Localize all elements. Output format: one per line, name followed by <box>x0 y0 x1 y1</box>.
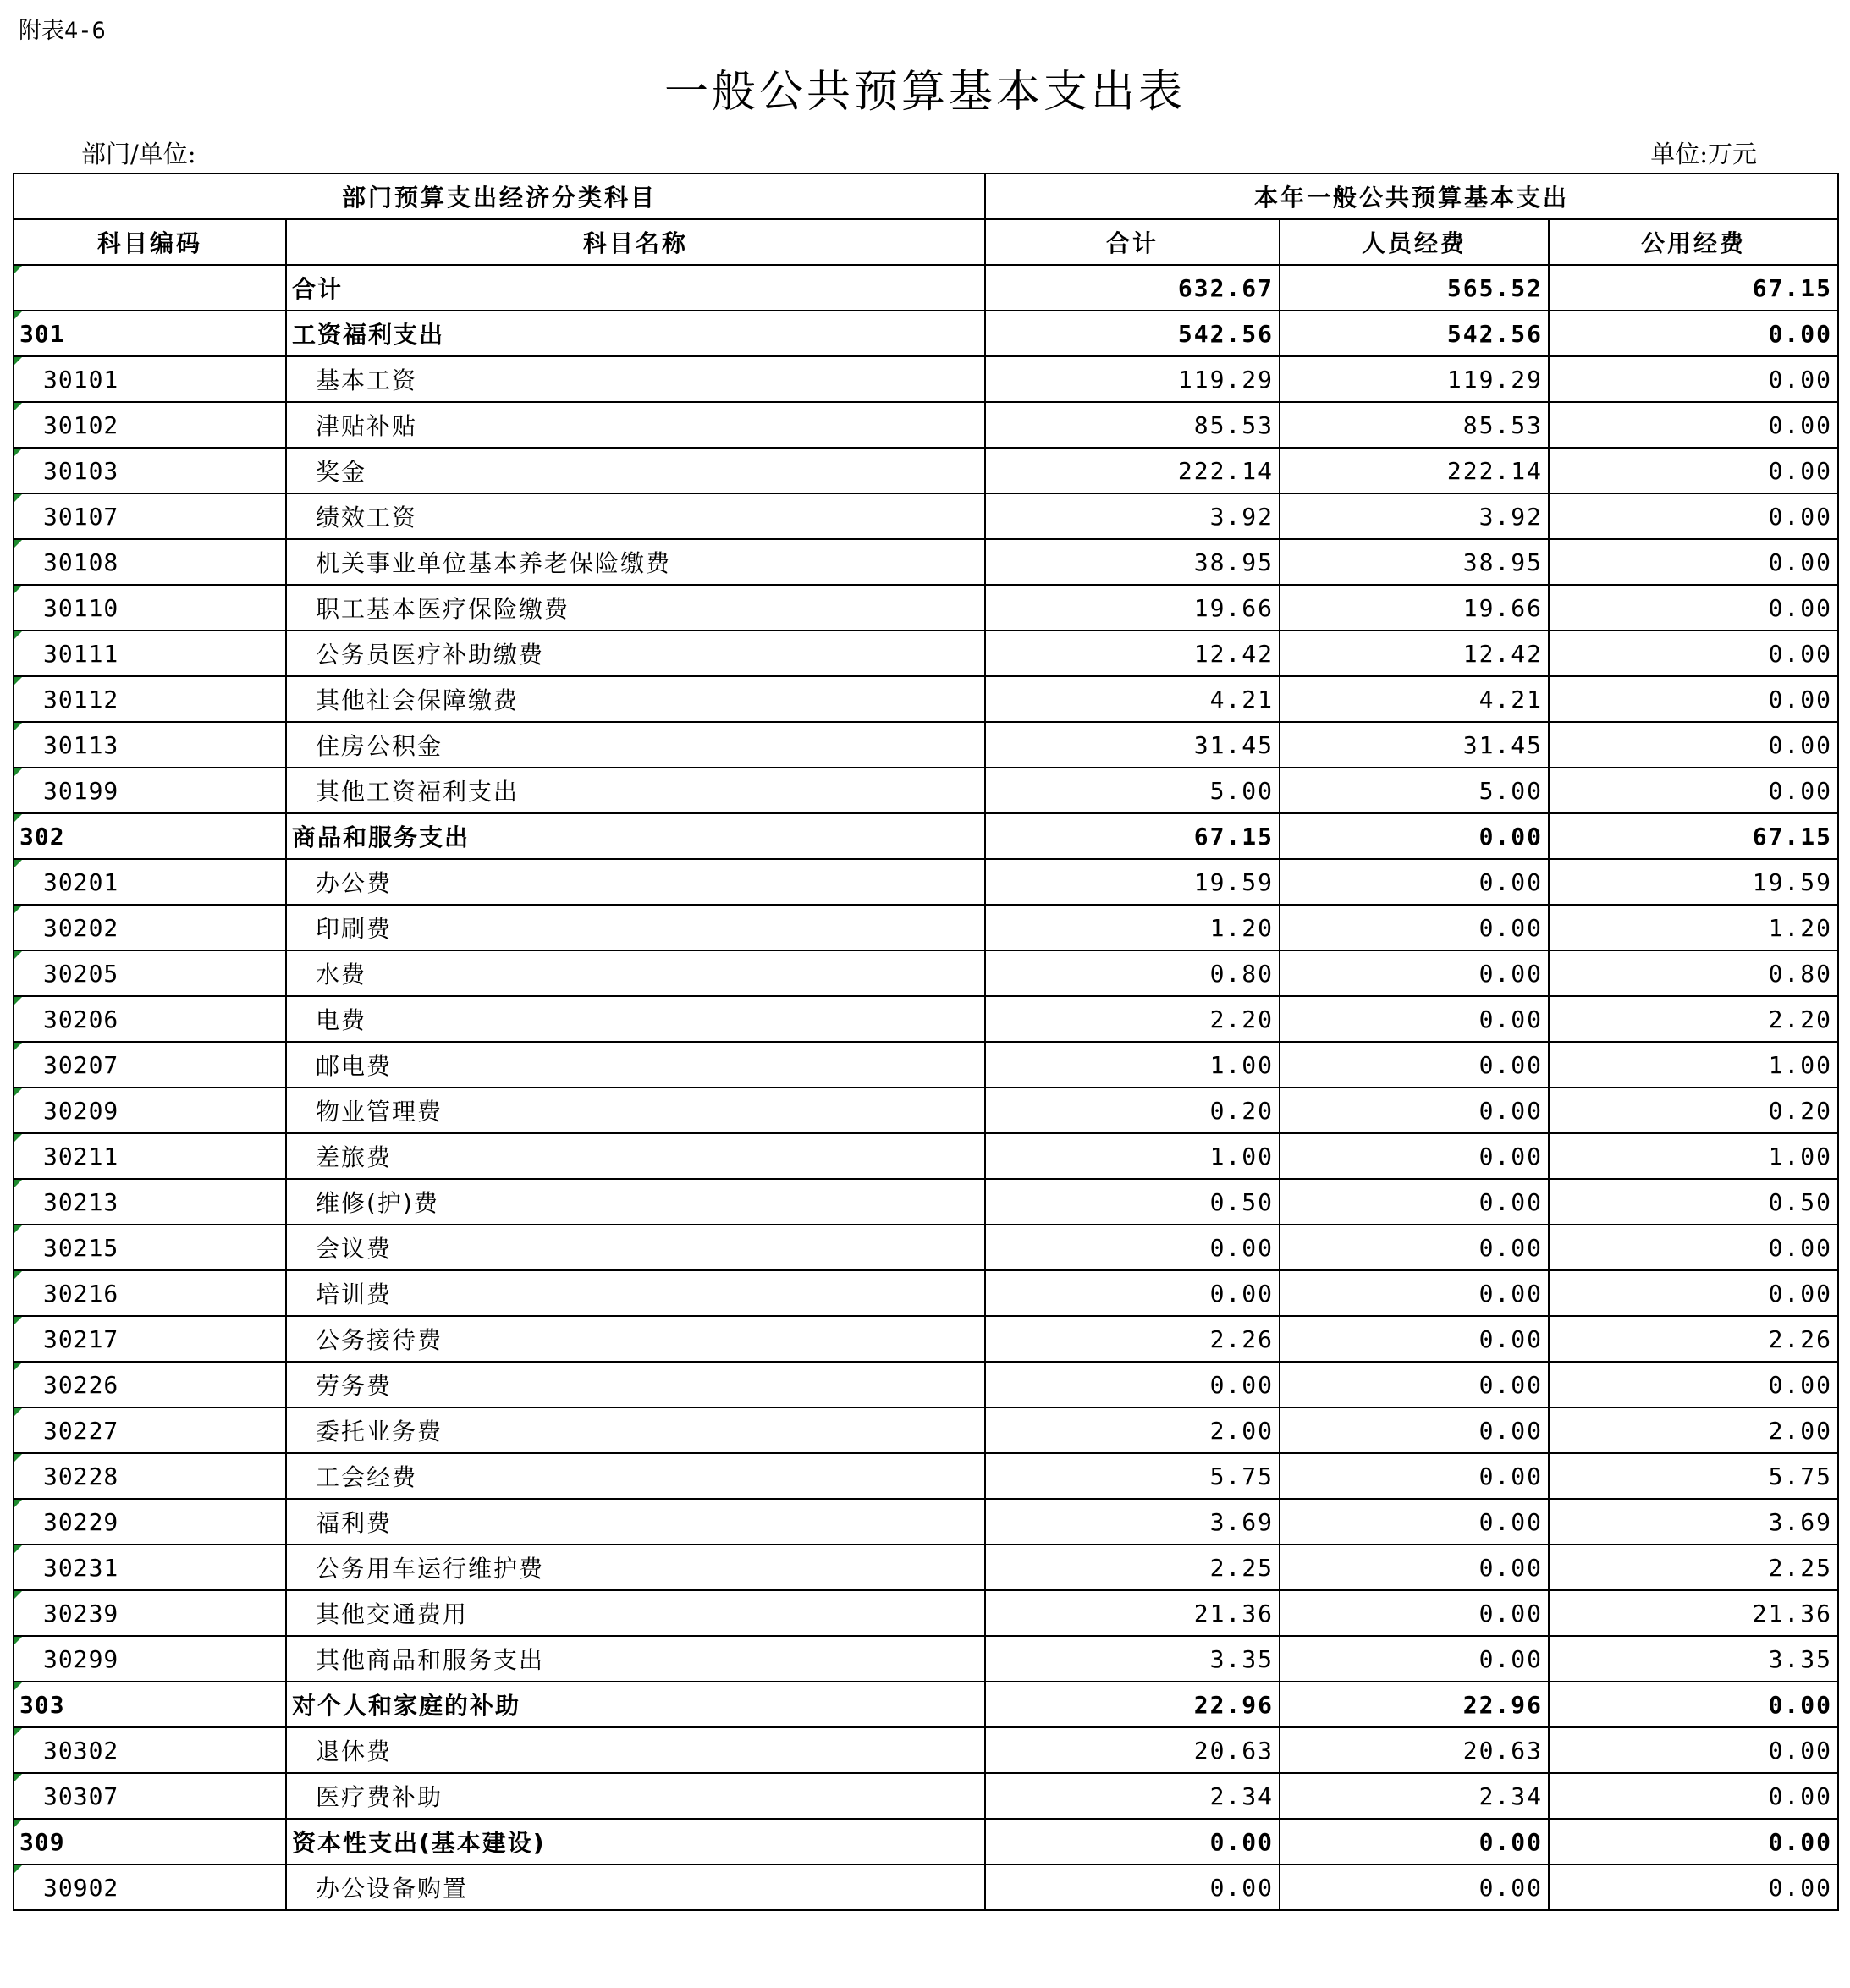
cell-total: 22.96 <box>985 1682 1280 1727</box>
cell-personnel: 222.14 <box>1280 448 1549 493</box>
table-row <box>14 1088 1838 1133</box>
cell-personnel: 12.42 <box>1280 631 1549 676</box>
cell-personnel: 0.00 <box>1280 1270 1549 1316</box>
cell-name: 绩效工资 <box>286 493 985 539</box>
cell-public: 0.00 <box>1549 1773 1838 1819</box>
cell-personnel: 0.00 <box>1280 813 1549 859</box>
cell-code: 30102 <box>14 402 286 448</box>
cell-personnel: 0.00 <box>1280 1864 1549 1910</box>
header-column-row <box>14 219 1838 265</box>
cell-name: 维修(护)费 <box>286 1179 985 1225</box>
cell-name: 公务用车运行维护费 <box>286 1545 985 1590</box>
table-row <box>14 356 1838 402</box>
cell-name: 公务接待费 <box>286 1316 985 1362</box>
cell-name: 印刷费 <box>286 905 985 950</box>
table-row <box>14 1407 1838 1453</box>
cell-public: 0.20 <box>1549 1088 1838 1133</box>
cell-public: 0.00 <box>1549 722 1838 768</box>
cell-code: 30202 <box>14 905 286 950</box>
cell-name: 物业管理费 <box>286 1088 985 1133</box>
cell-name: 劳务费 <box>286 1362 985 1407</box>
cell-name: 公务员医疗补助缴费 <box>286 631 985 676</box>
table-row <box>14 631 1838 676</box>
cell-total: 2.26 <box>985 1316 1280 1362</box>
cell-total: 3.69 <box>985 1499 1280 1545</box>
cell-total: 542.56 <box>985 311 1280 356</box>
cell-personnel: 31.45 <box>1280 722 1549 768</box>
cell-public: 0.00 <box>1549 402 1838 448</box>
cell-total: 119.29 <box>985 356 1280 402</box>
cell-code: 30101 <box>14 356 286 402</box>
cell-public: 2.20 <box>1549 996 1838 1042</box>
cell-name: 工会经费 <box>286 1453 985 1499</box>
cell-total: 2.00 <box>985 1407 1280 1453</box>
cell-public: 1.00 <box>1549 1042 1838 1088</box>
total-row <box>14 265 1838 311</box>
cell-name: 其他交通费用 <box>286 1590 985 1636</box>
cell-code: 30216 <box>14 1270 286 1316</box>
cell-total: 2.25 <box>985 1545 1280 1590</box>
page-title: 一般公共预算基本支出表 <box>663 67 1186 118</box>
cell-public: 19.59 <box>1549 859 1838 905</box>
table-row <box>14 676 1838 722</box>
cell-public: 0.00 <box>1549 1864 1838 1910</box>
cell-public: 21.36 <box>1549 1590 1838 1636</box>
cell-code: 301 <box>14 311 286 356</box>
cell-name: 培训费 <box>286 1270 985 1316</box>
header-name: 科目名称 <box>286 219 985 265</box>
cell-personnel: 0.00 <box>1280 1225 1549 1270</box>
table-row <box>14 1590 1838 1636</box>
cell-public: 0.50 <box>1549 1179 1838 1225</box>
cell-personnel: 0.00 <box>1280 1407 1549 1453</box>
cell-public: 0.80 <box>1549 950 1838 996</box>
cell-code: 30229 <box>14 1499 286 1545</box>
cell-code: 30307 <box>14 1773 286 1819</box>
cell-name: 住房公积金 <box>286 722 985 768</box>
table-row <box>14 1636 1838 1682</box>
table-row <box>14 1682 1838 1727</box>
table-row <box>14 1042 1838 1088</box>
cell-total: 2.20 <box>985 996 1280 1042</box>
cell-public: 0.00 <box>1549 631 1838 676</box>
table-row <box>14 859 1838 905</box>
cell-code: 30211 <box>14 1133 286 1179</box>
cell-total: 1.00 <box>985 1133 1280 1179</box>
cell-code: 30205 <box>14 950 286 996</box>
table-row <box>14 1316 1838 1362</box>
cell-public: 0.00 <box>1549 1819 1838 1864</box>
header-category-group: 部门预算支出经济分类科目 <box>14 173 985 219</box>
cell-public: 1.00 <box>1549 1133 1838 1179</box>
cell-total: 222.14 <box>985 448 1280 493</box>
cell-total: 3.92 <box>985 493 1280 539</box>
cell-public: 67.15 <box>1549 265 1838 311</box>
table-row <box>14 905 1838 950</box>
table-row <box>14 996 1838 1042</box>
unit-label: 单位:万元 <box>1650 140 1757 168</box>
cell-total: 19.66 <box>985 585 1280 631</box>
table-row <box>14 1773 1838 1819</box>
cell-total: 67.15 <box>985 813 1280 859</box>
table-row <box>14 1362 1838 1407</box>
cell-name: 邮电费 <box>286 1042 985 1088</box>
cell-code: 30103 <box>14 448 286 493</box>
cell-total: 5.75 <box>985 1453 1280 1499</box>
cell-public: 1.20 <box>1549 905 1838 950</box>
cell-personnel: 0.00 <box>1280 1316 1549 1362</box>
cell-name: 其他商品和服务支出 <box>286 1636 985 1682</box>
cell-personnel: 22.96 <box>1280 1682 1549 1727</box>
cell-public: 0.00 <box>1549 539 1838 585</box>
cell-code: 30227 <box>14 1407 286 1453</box>
table-row <box>14 1545 1838 1590</box>
cell-code: 30215 <box>14 1225 286 1270</box>
table-row <box>14 585 1838 631</box>
table-row <box>14 813 1838 859</box>
table-row <box>14 311 1838 356</box>
cell-code: 30201 <box>14 859 286 905</box>
cell-public: 0.00 <box>1549 448 1838 493</box>
cell-personnel: 19.66 <box>1280 585 1549 631</box>
cell-total: 0.00 <box>985 1270 1280 1316</box>
cell-code: 30107 <box>14 493 286 539</box>
cell-code: 30207 <box>14 1042 286 1088</box>
header-expenditure-group: 本年一般公共预算基本支出 <box>985 173 1838 219</box>
table-row <box>14 1864 1838 1910</box>
cell-code: 30217 <box>14 1316 286 1362</box>
table-row <box>14 1270 1838 1316</box>
cell-name: 福利费 <box>286 1499 985 1545</box>
cell-name: 办公设备购置 <box>286 1864 985 1910</box>
cell-public: 0.00 <box>1549 585 1838 631</box>
table-row <box>14 539 1838 585</box>
cell-total: 0.50 <box>985 1179 1280 1225</box>
cell-code: 30231 <box>14 1545 286 1590</box>
cell-personnel: 20.63 <box>1280 1727 1549 1773</box>
cell-name: 职工基本医疗保险缴费 <box>286 585 985 631</box>
cell-personnel: 119.29 <box>1280 356 1549 402</box>
cell-code: 30112 <box>14 676 286 722</box>
cell-code: 30239 <box>14 1590 286 1636</box>
cell-name: 电费 <box>286 996 985 1042</box>
header-group-row <box>14 173 1838 219</box>
cell-public: 0.00 <box>1549 768 1838 813</box>
cell-personnel: 0.00 <box>1280 905 1549 950</box>
cell-total: 21.36 <box>985 1590 1280 1636</box>
cell-total: 12.42 <box>985 631 1280 676</box>
cell-name: 机关事业单位基本养老保险缴费 <box>286 539 985 585</box>
cell-code: 30299 <box>14 1636 286 1682</box>
cell-code: 30111 <box>14 631 286 676</box>
budget-table <box>13 173 1839 1911</box>
cell-code <box>14 265 286 311</box>
cell-name: 医疗费补助 <box>286 1773 985 1819</box>
cell-total: 0.20 <box>985 1088 1280 1133</box>
cell-personnel: 85.53 <box>1280 402 1549 448</box>
cell-total: 0.00 <box>985 1864 1280 1910</box>
cell-public: 2.00 <box>1549 1407 1838 1453</box>
cell-total: 3.35 <box>985 1636 1280 1682</box>
cell-code: 30213 <box>14 1179 286 1225</box>
cell-code: 302 <box>14 813 286 859</box>
cell-personnel: 0.00 <box>1280 996 1549 1042</box>
cell-public: 0.00 <box>1549 1682 1838 1727</box>
cell-name: 商品和服务支出 <box>286 813 985 859</box>
cell-name: 差旅费 <box>286 1133 985 1179</box>
cell-public: 0.00 <box>1549 493 1838 539</box>
cell-personnel: 0.00 <box>1280 1088 1549 1133</box>
department-label: 部门/单位: <box>81 140 196 168</box>
header-personnel: 人员经费 <box>1280 219 1549 265</box>
cell-personnel: 5.00 <box>1280 768 1549 813</box>
table-row <box>14 768 1838 813</box>
cell-code: 30902 <box>14 1864 286 1910</box>
cell-public: 0.00 <box>1549 311 1838 356</box>
cell-total: 85.53 <box>985 402 1280 448</box>
cell-public: 0.00 <box>1549 356 1838 402</box>
cell-name: 退休费 <box>286 1727 985 1773</box>
table-row <box>14 1453 1838 1499</box>
cell-name: 资本性支出(基本建设) <box>286 1819 985 1864</box>
table-row <box>14 493 1838 539</box>
cell-personnel: 0.00 <box>1280 1042 1549 1088</box>
table-row <box>14 1819 1838 1864</box>
cell-code: 30302 <box>14 1727 286 1773</box>
cell-public: 2.26 <box>1549 1316 1838 1362</box>
cell-personnel: 0.00 <box>1280 1133 1549 1179</box>
cell-personnel: 565.52 <box>1280 265 1549 311</box>
cell-total: 632.67 <box>985 265 1280 311</box>
table-row <box>14 1133 1838 1179</box>
cell-name: 委托业务费 <box>286 1407 985 1453</box>
table-row <box>14 1499 1838 1545</box>
cell-code: 30108 <box>14 539 286 585</box>
cell-personnel: 0.00 <box>1280 1179 1549 1225</box>
table-row <box>14 1727 1838 1773</box>
cell-total: 2.34 <box>985 1773 1280 1819</box>
cell-code: 30113 <box>14 722 286 768</box>
cell-personnel: 3.92 <box>1280 493 1549 539</box>
cell-public: 0.00 <box>1549 1362 1838 1407</box>
cell-code: 30199 <box>14 768 286 813</box>
cell-total: 20.63 <box>985 1727 1280 1773</box>
cell-total: 4.21 <box>985 676 1280 722</box>
header-code: 科目编码 <box>14 219 286 265</box>
cell-public: 0.00 <box>1549 1225 1838 1270</box>
cell-total: 0.80 <box>985 950 1280 996</box>
cell-public: 0.00 <box>1549 1727 1838 1773</box>
cell-name: 会议费 <box>286 1225 985 1270</box>
cell-code: 309 <box>14 1819 286 1864</box>
cell-personnel: 0.00 <box>1280 1453 1549 1499</box>
cell-public: 3.69 <box>1549 1499 1838 1545</box>
cell-total: 0.00 <box>985 1362 1280 1407</box>
header-total: 合计 <box>985 219 1280 265</box>
cell-personnel: 0.00 <box>1280 1590 1549 1636</box>
cell-public: 2.25 <box>1549 1545 1838 1590</box>
table-row <box>14 402 1838 448</box>
cell-name: 基本工资 <box>286 356 985 402</box>
cell-code: 303 <box>14 1682 286 1727</box>
cell-total: 31.45 <box>985 722 1280 768</box>
table-row <box>14 448 1838 493</box>
cell-name: 水费 <box>286 950 985 996</box>
cell-total: 19.59 <box>985 859 1280 905</box>
table-row <box>14 1225 1838 1270</box>
table-row <box>14 950 1838 996</box>
cell-name: 津贴补贴 <box>286 402 985 448</box>
cell-personnel: 0.00 <box>1280 1819 1549 1864</box>
cell-total: 1.00 <box>985 1042 1280 1088</box>
cell-name: 合计 <box>286 265 985 311</box>
cell-code: 30209 <box>14 1088 286 1133</box>
cell-public: 0.00 <box>1549 1270 1838 1316</box>
cell-name: 其他社会保障缴费 <box>286 676 985 722</box>
cell-personnel: 2.34 <box>1280 1773 1549 1819</box>
cell-total: 38.95 <box>985 539 1280 585</box>
cell-name: 其他工资福利支出 <box>286 768 985 813</box>
cell-code: 30206 <box>14 996 286 1042</box>
cell-public: 0.00 <box>1549 676 1838 722</box>
cell-public: 5.75 <box>1549 1453 1838 1499</box>
header-public: 公用经费 <box>1549 219 1838 265</box>
cell-personnel: 0.00 <box>1280 1545 1549 1590</box>
cell-personnel: 0.00 <box>1280 950 1549 996</box>
cell-public: 3.35 <box>1549 1636 1838 1682</box>
cell-name: 工资福利支出 <box>286 311 985 356</box>
cell-public: 67.15 <box>1549 813 1838 859</box>
cell-name: 办公费 <box>286 859 985 905</box>
cell-personnel: 0.00 <box>1280 1499 1549 1545</box>
cell-personnel: 0.00 <box>1280 1636 1549 1682</box>
cell-total: 0.00 <box>985 1819 1280 1864</box>
cell-personnel: 4.21 <box>1280 676 1549 722</box>
cell-personnel: 0.00 <box>1280 859 1549 905</box>
cell-code: 30228 <box>14 1453 286 1499</box>
cell-code: 30226 <box>14 1362 286 1407</box>
cell-total: 1.20 <box>985 905 1280 950</box>
cell-personnel: 0.00 <box>1280 1362 1549 1407</box>
cell-total: 5.00 <box>985 768 1280 813</box>
cell-name: 对个人和家庭的补助 <box>286 1682 985 1727</box>
appendix-label: 附表4-6 <box>19 18 106 44</box>
table-row <box>14 722 1838 768</box>
cell-personnel: 38.95 <box>1280 539 1549 585</box>
cell-total: 0.00 <box>985 1225 1280 1270</box>
cell-name: 奖金 <box>286 448 985 493</box>
cell-code: 30110 <box>14 585 286 631</box>
table-row <box>14 1179 1838 1225</box>
cell-personnel: 542.56 <box>1280 311 1549 356</box>
